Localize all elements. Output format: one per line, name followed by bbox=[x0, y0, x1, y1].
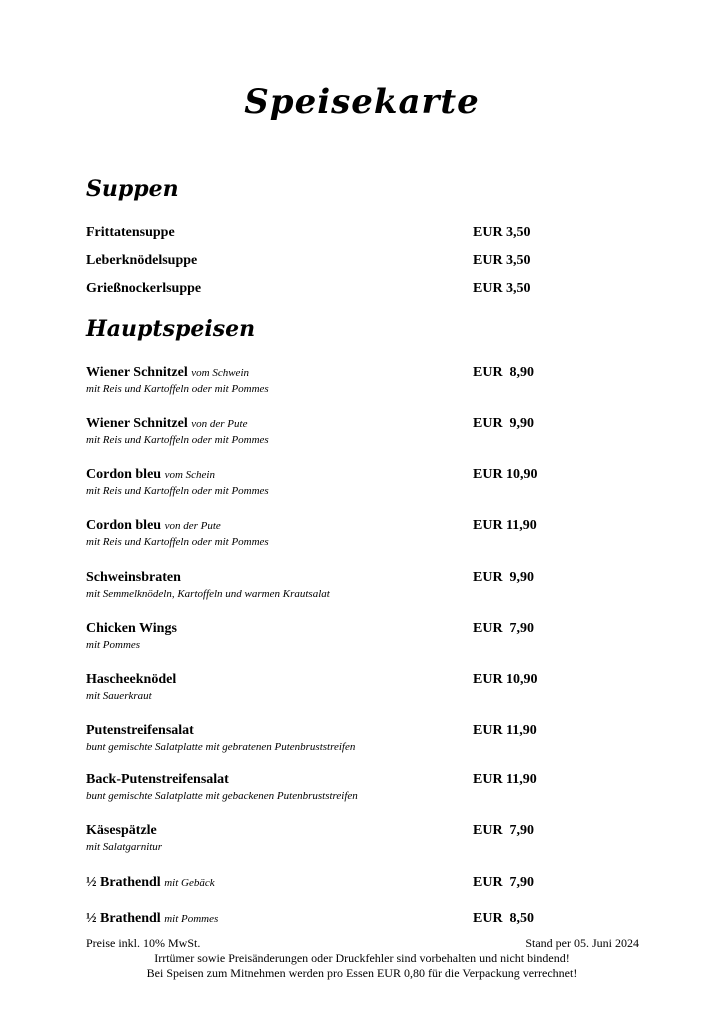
item-name: Käsespätzle bbox=[86, 823, 157, 838]
item-name: Grießnockerlsuppe bbox=[86, 281, 202, 296]
item-name bbox=[86, 518, 646, 534]
item-title: Wiener Schnitzel bbox=[86, 365, 188, 380]
item-note: von der Pute bbox=[164, 520, 221, 532]
item-description: bunt gemischte Salatplatte mit gebratenen Putenbruststreifen bbox=[86, 741, 356, 753]
item-title: Cordon bleu bbox=[86, 467, 162, 482]
item-price: EUR 10,90 bbox=[473, 467, 538, 482]
menu-item bbox=[86, 365, 646, 395]
item-description: mit Reis und Kartoffeln oder mit Pommes bbox=[86, 485, 269, 497]
menu-item bbox=[86, 281, 646, 297]
item-price: EUR 3,50 bbox=[473, 253, 531, 268]
item-title: ½ Brathendl bbox=[86, 875, 161, 890]
item-name bbox=[86, 416, 646, 432]
menu-item bbox=[86, 911, 646, 927]
date-note: Stand per 05. Juni 2024 bbox=[525, 936, 639, 950]
menu-item bbox=[86, 225, 646, 241]
item-name: Back-Putenstreifensalat bbox=[86, 772, 229, 787]
item-price: EUR 11,90 bbox=[473, 518, 537, 533]
item-price: EUR 3,50 bbox=[473, 281, 531, 296]
item-price: EUR 9,90 bbox=[473, 416, 535, 431]
takeaway-note: Bei Speisen zum Mitnehmen werden pro Essen EUR 0,80 für die Verpackung verrechnet! bbox=[146, 966, 578, 980]
item-price: EUR 10,90 bbox=[473, 672, 538, 687]
item-name: Leberknödelsuppe bbox=[86, 253, 198, 268]
menu-item bbox=[86, 467, 646, 497]
item-price: EUR 3,50 bbox=[473, 225, 531, 240]
item-name bbox=[86, 365, 646, 381]
item-name bbox=[86, 911, 646, 927]
item-note: vom Schein bbox=[164, 469, 215, 481]
item-title: Cordon bleu bbox=[86, 518, 162, 533]
item-name: Chicken Wings bbox=[86, 621, 177, 636]
menu-item bbox=[86, 570, 646, 600]
menu-item bbox=[86, 621, 646, 651]
item-description: mit Reis und Kartoffeln oder mit Pommes bbox=[86, 383, 269, 395]
item-price: EUR 7,90 bbox=[473, 621, 535, 636]
menu-item bbox=[86, 253, 646, 269]
item-price: EUR 9,90 bbox=[473, 570, 535, 585]
menu-item bbox=[86, 518, 646, 548]
item-price: EUR 7,90 bbox=[473, 875, 535, 890]
item-name: Frittatensuppe bbox=[86, 225, 175, 240]
menu-item bbox=[86, 772, 646, 802]
item-description: mit Salatgarnitur bbox=[86, 841, 163, 853]
menu-item bbox=[86, 672, 646, 702]
item-name: Hascheeknödel bbox=[86, 672, 177, 687]
item-name: Putenstreifensalat bbox=[86, 723, 194, 738]
item-name bbox=[86, 875, 646, 891]
item-title: Wiener Schnitzel bbox=[86, 416, 188, 431]
item-description: mit Sauerkraut bbox=[86, 690, 152, 702]
menu-item bbox=[86, 875, 646, 891]
vat-note: Preise inkl. 10% MwSt. bbox=[86, 936, 201, 950]
item-name: Schweinsbraten bbox=[86, 570, 181, 585]
item-description: mit Reis und Kartoffeln oder mit Pommes bbox=[86, 434, 269, 446]
section-title-soups: Suppen bbox=[86, 176, 179, 202]
item-title: ½ Brathendl bbox=[86, 911, 161, 926]
disclaimer-note: Irrtümer sowie Preisänderungen oder Druckfehler sind vorbehalten und nicht bindend! bbox=[154, 951, 570, 965]
item-price: EUR 8,50 bbox=[473, 911, 535, 926]
item-note: mit Gebäck bbox=[164, 877, 215, 889]
item-note: von der Pute bbox=[191, 418, 248, 430]
item-price: EUR 8,90 bbox=[473, 365, 535, 380]
item-name bbox=[86, 467, 646, 483]
menu-item bbox=[86, 416, 646, 446]
item-description: mit Semmelknödeln, Kartoffeln und warmen Krautsalat bbox=[86, 588, 330, 600]
item-note: mit Pommes bbox=[164, 913, 219, 925]
item-description: mit Reis und Kartoffeln oder mit Pommes bbox=[86, 536, 269, 548]
menu-item bbox=[86, 823, 646, 853]
menu-item bbox=[86, 723, 646, 753]
item-description: bunt gemischte Salatplatte mit gebackenen Putenbruststreifen bbox=[86, 790, 358, 802]
item-description: mit Pommes bbox=[86, 639, 141, 651]
item-price: EUR 11,90 bbox=[473, 723, 537, 738]
section-title-mains: Hauptspeisen bbox=[86, 316, 256, 342]
item-note: vom Schwein bbox=[191, 367, 249, 379]
item-price: EUR 7,90 bbox=[473, 823, 535, 838]
page-title: Speisekarte bbox=[244, 82, 480, 122]
item-price: EUR 11,90 bbox=[473, 772, 537, 787]
